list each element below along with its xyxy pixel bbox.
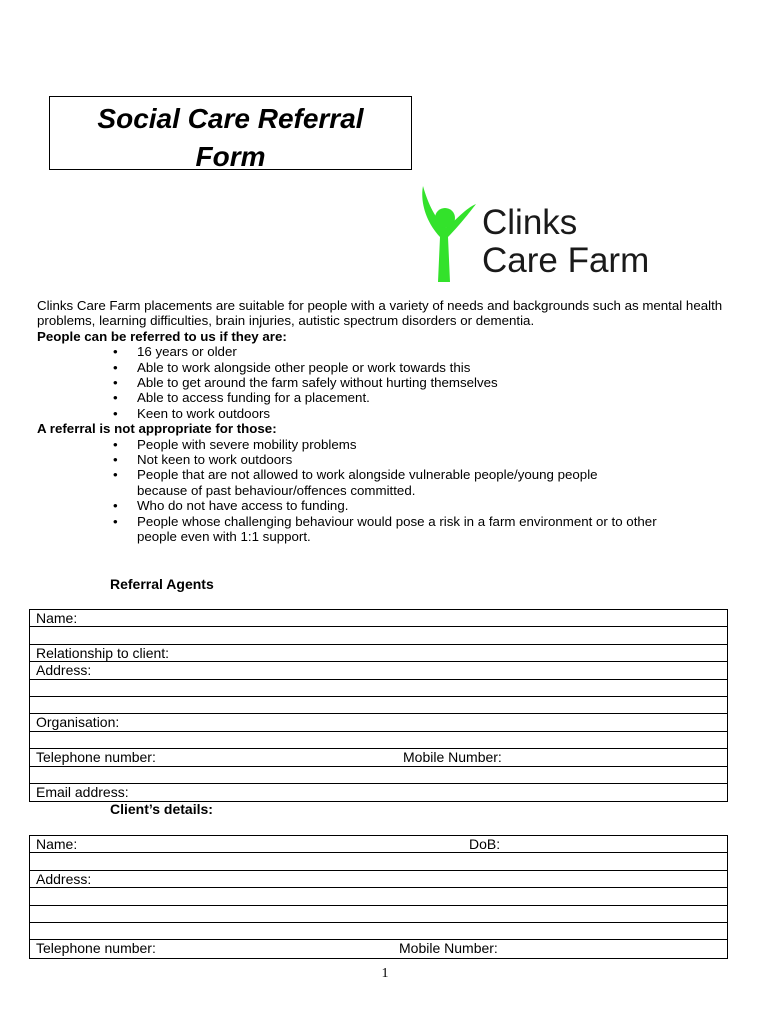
blank-row[interactable] (30, 888, 727, 905)
agent-name-row[interactable] (30, 610, 727, 627)
list-item: • Able to get around the farm safely without hurting themselves (37, 375, 727, 390)
agent-relationship-row[interactable] (30, 645, 727, 662)
list-item: • People with severe mobility problems (37, 437, 727, 452)
agent-organisation-row[interactable] (30, 714, 727, 731)
list-item: • Not keen to work outdoors (37, 452, 727, 467)
agent-name-label: Name: (36, 610, 78, 626)
client-name-label: Name: (36, 836, 78, 852)
list-item: • Able to access funding for a placement. (37, 390, 727, 405)
list-item: • People whose challenging behaviour would pose a risk in a farm environment or to other people even with 1:1 support. (37, 514, 727, 545)
client-telephone-row[interactable] (30, 940, 727, 957)
agent-telephone-row[interactable] (30, 749, 727, 766)
blank-row[interactable] (30, 923, 727, 940)
logo-text-care-farm: Care Farm (482, 241, 650, 280)
blank-row[interactable] (30, 627, 727, 644)
list-item: • 16 years or older (37, 344, 727, 359)
agent-address-row[interactable] (30, 662, 727, 679)
list-item: • Who do not have access to funding. (37, 498, 727, 513)
person-figure-icon (418, 182, 478, 287)
page-number: 1 (381, 966, 389, 981)
agent-email-row[interactable] (30, 784, 727, 801)
client-mobile-label: Mobile Number: (399, 940, 498, 957)
blank-row[interactable] (30, 767, 727, 784)
not-appropriate-list (37, 437, 727, 545)
intro-paragraph: Clinks Care Farm placements are suitable for people with a variety of needs and backgrounds such as mental health problems, learning difficulties, brain injuries, autistic spectrum disorders or dementia. (37, 298, 723, 329)
blank-row[interactable] (30, 697, 727, 714)
blank-row[interactable] (30, 906, 727, 923)
referral-agents-heading: Referral Agents (110, 576, 214, 592)
client-name-row[interactable] (30, 836, 727, 853)
agent-address-label: Address: (36, 662, 92, 679)
blank-row[interactable] (30, 853, 727, 870)
logo-text-clinks: Clinks (482, 203, 578, 242)
referral-agent-table (29, 609, 728, 802)
list-item: • Able to work alongside other people or work towards this (37, 360, 727, 375)
eligible-heading: People can be referred to us if they are: (37, 328, 287, 344)
client-details-heading: Client’s details: (110, 801, 213, 817)
form-title-line1: Social Care Referral (97, 103, 364, 134)
client-dob-label: DoB: (469, 836, 501, 852)
client-address-label: Address: (36, 870, 92, 887)
agent-email-label: Email address: (36, 783, 129, 800)
blank-row[interactable] (30, 732, 727, 749)
form-title-box (49, 96, 412, 170)
intro-section (37, 298, 727, 545)
form-title-line2: Form (195, 141, 266, 172)
not-appropriate-heading: A referral is not appropriate for those: (37, 421, 277, 437)
client-details-table (29, 835, 728, 959)
agent-relationship-label: Relationship to client: (36, 644, 170, 661)
eligible-list (37, 344, 727, 421)
client-address-row[interactable] (30, 871, 727, 888)
agent-organisation-label: Organisation: (36, 714, 120, 731)
client-telephone-label: Telephone number: (36, 940, 156, 957)
list-item: • People that are not allowed to work alongside vulnerable people/young people because of past behaviour/offences committed. (37, 467, 727, 498)
clinks-logo (418, 182, 668, 287)
agent-mobile-label: Mobile Number: (403, 749, 502, 766)
blank-row[interactable] (30, 680, 727, 697)
list-item: • Keen to work outdoors (37, 406, 727, 421)
agent-telephone-label: Telephone number: (36, 749, 156, 766)
